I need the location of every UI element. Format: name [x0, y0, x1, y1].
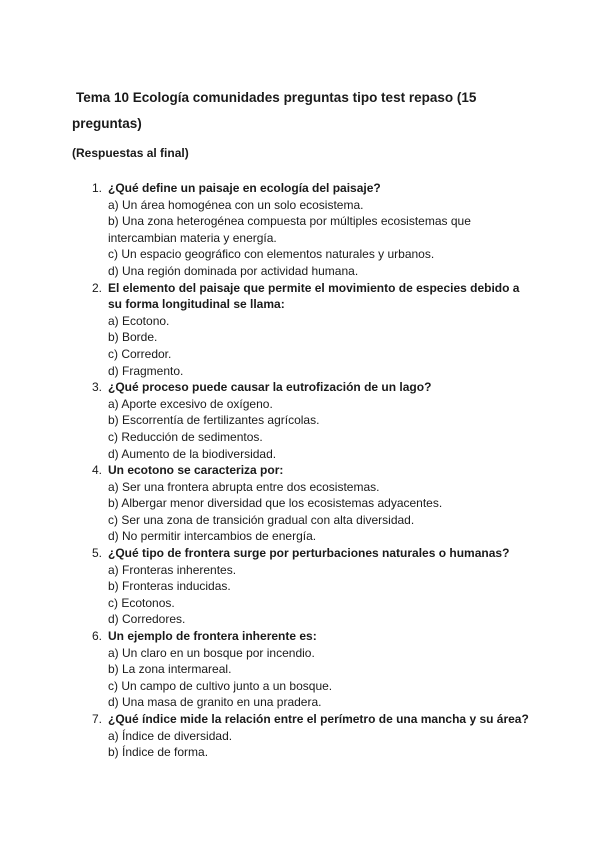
option-d: d) Aumento de la biodiversidad.: [108, 446, 277, 461]
question-number: 3.: [91, 380, 102, 395]
option-d: d) Una región dominada por actividad humana.: [108, 263, 359, 278]
option-list: [108, 645, 530, 711]
option-b: b) Una zona heterogénea compuesta por múltiples ecosistemas que intercambian materia y energía.: [108, 214, 471, 245]
option-a: a) Ecotono.: [108, 313, 170, 328]
question-number: 5.: [91, 546, 102, 561]
option-c: c) Ecotonos.: [108, 595, 175, 610]
option-a: a) Índice de diversidad.: [108, 728, 233, 743]
question-item: [0, 545, 600, 628]
question-item: [0, 280, 600, 380]
question-item: [0, 379, 600, 462]
question-text: ¿Qué tipo de frontera surge por perturbaciones naturales o humanas?: [108, 546, 510, 561]
question-item: [0, 462, 600, 545]
option-c: c) Corredor.: [108, 346, 172, 361]
question-number: 2.: [91, 280, 102, 295]
question-list: [0, 180, 600, 761]
document-title: [72, 85, 492, 137]
option-d: d) Fragmento.: [108, 363, 184, 378]
option-c: c) Reducción de sedimentos.: [108, 429, 263, 444]
document-title-text: Tema 10 Ecología comunidades preguntas tipo test repaso (15 preguntas): [72, 90, 477, 131]
question-text: ¿Qué índice mide la relación entre el perímetro de una mancha y su área?: [108, 712, 529, 726]
option-list: [108, 562, 530, 628]
option-a: a) Aporte excesivo de oxígeno.: [108, 396, 273, 411]
question-item: [0, 628, 600, 711]
option-b: b) Fronteras inducidas.: [108, 579, 231, 594]
option-list: [108, 197, 530, 280]
option-b: b) Borde.: [108, 330, 158, 345]
question-number: 1.: [91, 181, 102, 195]
option-a: a) Un claro en un bosque por incendio.: [108, 645, 315, 660]
option-c: c) Ser una zona de transición gradual con alta diversidad.: [108, 512, 415, 527]
option-c: c) Un espacio geográfico con elementos naturales y urbanos.: [108, 247, 435, 262]
option-d: d) Corredores.: [108, 612, 186, 627]
option-b: b) Albergar menor diversidad que los ecosistemas adyacentes.: [108, 496, 443, 511]
answers-note: (Respuestas al final): [72, 146, 189, 160]
option-b: b) Escorrentía de fertilizantes agrícolas.: [108, 413, 320, 428]
question-number: 7.: [91, 712, 102, 726]
option-list: [108, 313, 530, 379]
option-b: b) La zona intermareal.: [108, 662, 232, 677]
option-list: [108, 728, 530, 761]
option-list: [108, 479, 530, 545]
question-text: El elemento del paisaje que permite el movimiento de especies debido a su forma longitudinal se llama:: [108, 280, 520, 312]
question-text: ¿Qué proceso puede causar la eutrofización de un lago?: [108, 380, 432, 395]
question-text: Un ecotono se caracteriza por:: [108, 463, 284, 478]
option-b: b) Índice de forma.: [108, 745, 209, 760]
question-number: 4.: [91, 463, 102, 478]
option-a: a) Un área homogénea con un solo ecosistema.: [108, 197, 364, 212]
question-text: ¿Qué define un paisaje en ecología del paisaje?: [108, 181, 381, 195]
option-c: c) Un campo de cultivo junto a un bosque.: [108, 678, 333, 693]
option-d: d) No permitir intercambios de energía.: [108, 529, 317, 544]
question-item: [0, 180, 600, 280]
question-item: [0, 711, 600, 761]
option-list: [108, 396, 530, 462]
question-text: Un ejemplo de frontera inherente es:: [108, 629, 317, 644]
option-d: d) Una masa de granito en una pradera.: [108, 695, 322, 710]
option-a: a) Ser una frontera abrupta entre dos ecosistemas.: [108, 479, 380, 494]
question-number: 6.: [91, 629, 102, 644]
option-a: a) Fronteras inherentes.: [108, 562, 237, 577]
